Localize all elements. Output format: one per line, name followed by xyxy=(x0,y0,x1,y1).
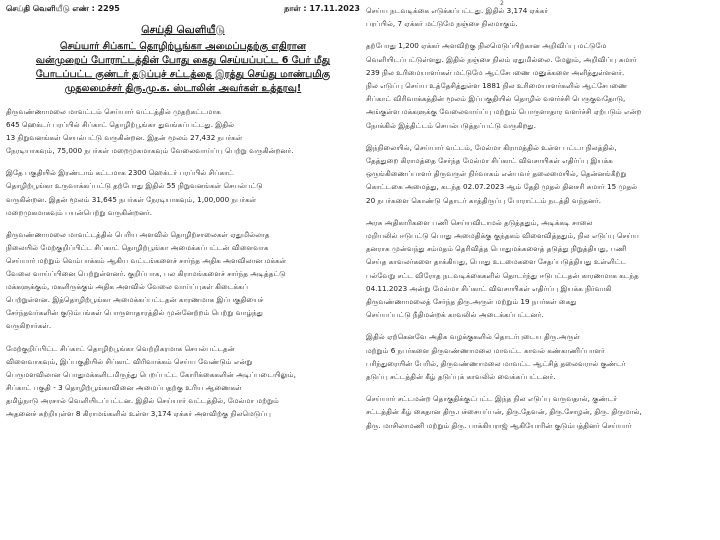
text-line: செய்யார் மற்றும் வெம்பாக்கம் ஆகிய வட்டங்களைச் சார்ந்த அதிக அளவிலான மக்கள் xyxy=(6,255,287,265)
text-line: நிலையில் மேற்குறிப்பிட்ட சிப்காட் தொழிற்பூங்கா அமைக்கப்பட்டன் விளைவாக xyxy=(6,242,269,252)
headline-line: வன்முறைப் போராட்டத்தின் போது கைது செய்யப்பட்ட 6 பேர் மீது xyxy=(35,55,331,66)
text-line: அங்குள்ள மக்களுக்கு வேலைவாய்ப்பு மற்றும் பொருளாதார வளர்ச்சி ஏற்படும் என்ற xyxy=(366,107,642,117)
text-line: மறியலில் ஈடுபட்டு பொது அமைதிக்கு குந்தகம் விளைவித்ததும், நில எடுப்பு செய்ய xyxy=(366,231,639,241)
text-line: 239 நில உரிமையாளர்கள் மட்டுமே ஆட்சேபணை மனுக்களை அளித்துள்ளனர். xyxy=(366,67,625,77)
headline-line: போடப்பட்ட குண்டர் தடுப்புச் சட்டத்தை இரத்து செய்து மாண்புமிகு xyxy=(35,69,331,80)
headline-line: செய்யார் சிப்காட் தொழிற்பூங்கா அமைப்பதற்கு எதிரான xyxy=(59,41,307,52)
paragraph-9 xyxy=(366,330,716,383)
headline-line: முதலமைச்சர் திரு.மு.க. ஸ்டாலின் அவர்கள் உத்தரவு! xyxy=(64,83,302,94)
text-line: மற்றும் 6 நபர்களை திருவண்ணாமலை மாவட்ட காவல் கண்காணிப்பாளர் xyxy=(366,345,605,355)
text-line: வருகின்றன. இதன் மூலம் 31,645 நபர்கள் நேரடியாகவும், 1,00,000 நபர்கள் xyxy=(6,194,257,204)
headline xyxy=(6,40,360,96)
text-line: அதனைச் சுற்றியுள்ள 8 கிராமங்களில் உள்ள 3,174 ஏக்கர் அளவிற்கு நிலமெடுப்பு xyxy=(6,408,272,418)
text-line: பெருமளவிலான பொதுமக்களிடமிருந்து பெறப்பட்ட கோரிக்கைகளின் அடிப்படையிலும், xyxy=(6,369,296,379)
text-line: திருவண்ணாமலைத் சேர்ந்த திரு.அருள் மற்றும் 19 நபர்கள் கைது xyxy=(366,297,577,307)
paragraph-7 xyxy=(366,141,716,207)
text-line: நேரடியாகவும், 75,000 நபர்கள் மறைமுகமாகவும் வேலைவாய்ப்பு பெற்று வருகின்றனர். xyxy=(6,146,294,156)
text-line: மேற்குறிப்பிட்ட சிப்காட் தொழிற்பூங்கா வெற்றிகரமாக செயல்பட்டதன் xyxy=(6,343,235,353)
text-line: தற்போது 1,200 ஏக்கர் அளவிற்கு நிலமெடுப்பிற்கான அறிவிப்பு மட்டுமே xyxy=(366,41,607,51)
paragraph-2 xyxy=(6,166,360,218)
page-number: 2 xyxy=(500,0,504,7)
text-line: ஒருங்கிணைப்பாளர் திருவருள் நிர்வாகம் என்பவர் தலைமையில், தென்னங்கீற்று xyxy=(366,169,627,179)
paragraph-4 xyxy=(6,342,360,421)
text-line: செய்ய நடவடிக்கை எடுக்கப்பட்டது. இதில் 3,174 ஏக்கர் xyxy=(366,6,549,15)
text-line: சிப்காட் விரிவாக்கத்தின் மூலம் இப்பகுதியில் தொழில் வளர்ச்சி பெருகுவதோடு, xyxy=(366,94,626,104)
text-line: 20 நபர்களை கொண்டு தொடர் காத்திருப்பு போராட்டம் நடத்தி வந்தனர். xyxy=(366,195,602,205)
text-line: மக்களுக்கும், மகளிருக்கும் அதிக அளவில் வேலை வாய்ப்புகள் கிடைக்கப் xyxy=(6,282,249,292)
text-line: 04.11.2023 அன்று மேல்மா சிப்காட் விவசாயிகள் எதிர்ப்பு இயக்க நிர்வாகி xyxy=(366,283,612,293)
text-line: வேலை வாய்ப்பினை பெற்றுள்ளனர். குறிப்பாக, பல கிராமங்களைச் சார்ந்த அடித்தட்டு xyxy=(6,269,286,279)
text-line: தமிழ்நாடு அரசால் வெளியிடப்பட்டன. இதில் செய்யார் வட்டத்தில், மேல்மா மற்றும் xyxy=(6,395,279,405)
text-line: தடுப்பு சட்டத்தின் கீழ் தடுப்புக் காவலில் வைக்கப்பட்டனர். xyxy=(366,372,556,382)
right-column xyxy=(366,0,716,432)
press-release-date: நாள் : 17.11.2023 xyxy=(284,4,360,13)
text-line: இதில் ஏற்கெனவே அதிக வழக்குகளில் தொடர்புடைய திரு.அருள் xyxy=(366,332,580,342)
paragraph-1 xyxy=(6,105,360,157)
text-line: சட்டத்தின் கீழ் கைதான திரு.பச்சையப்பன், திரு.தேவன், திரு.சோழன், திரு. திருமால், xyxy=(366,407,642,417)
document-header xyxy=(6,4,360,16)
document-title: செய்தி வெளியீடு xyxy=(141,24,225,36)
text-line: மறைமுகமாகவும் பயன்பெற்று வருகின்றனர். xyxy=(6,207,153,217)
text-line: அரசு அதிகாரிகளை பணி செய்யவிடாமல் தடுத்ததும், அடிக்கடி சாலை xyxy=(366,217,593,227)
text-line: இந்நிலையில், செய்யார் வட்டம், மேல்மா கிராமத்தில் உள்ள பட்டா நிலத்தில், xyxy=(366,142,617,152)
text-line: நில எடுப்பு செய்ய உத்தேசித்துள்ள 1881 நில உரிமையாளர்களில் ஆட்சேபணை xyxy=(366,81,628,91)
press-release-number: செய்தி வெளியீடு எண் : 2295 xyxy=(6,4,120,13)
text-line: பரப்பில், 7 ஏக்கர் மட்டுமே நஞ்சை நிலமாகும். xyxy=(366,19,518,29)
text-line: நோக்கில் இத்திட்டம் செயல்படுத்தப்பட்டு வருகிறது. xyxy=(366,120,537,130)
text-line: சிப்காட் பகுதி - 3 தொழிற்பூங்காவினை அமைப்பதற்கு உரிய ஆணைகள் xyxy=(6,382,242,392)
text-line: பல்வேறு சட்ட விரோத நடவடிக்கைகளில் தொடர்ந்து ஈடுபட்டதன் காரணமாக கடந்த xyxy=(366,270,639,280)
text-line: 645 ஹெக்டர் பரப்பில் சிப்காட் தொழிற்பூங்கா துவங்கப்பட்டது. இதில் xyxy=(6,120,235,130)
paragraph-6 xyxy=(366,39,716,131)
paragraph-3 xyxy=(6,228,360,333)
text-line: பரிந்துரையின் பேரில், திருவண்ணாமலை மாவட்ட ஆட்சித் தலைவரால் குண்டர் xyxy=(366,358,626,368)
text-line: செய்யார் சட்டமன்ற தொகுதிக்குட்பட்ட இந்த நில எடுப்பு வருவதால், குண்டர் xyxy=(366,394,618,404)
text-line: செய்த காவலர்களை தாக்கியது, பொது உடமைகளை சேதப்படுத்தியது உள்ளிட்ட xyxy=(366,257,627,267)
text-line: சேர்ந்தவர்களின் குடும்பங்கள் பொருளாதாரத்தில் முன்னேற்றம் பெற்று வாழ்ந்து xyxy=(6,308,263,318)
text-line: 13 நிறுவனங்கள் செயல்பட்டு வருகின்றன. இதன் மூலம் 27,432 நபர்கள் xyxy=(6,133,243,143)
text-line: பெற்றுள்ளன. இத்தொழிற்பூங்கா அமைக்கப்பட்டதன் காரணமாக இப்பகுதியைச் xyxy=(6,295,264,305)
paragraph-8 xyxy=(366,216,716,322)
text-line: செய்யப்பட்டு நீதிமன்றக் காவலில் அடைக்கப்பட்டனர். xyxy=(366,310,544,320)
text-line: திருவண்ணாமலை மாவட்டத்தில் பெரிய அளவில் தொழிற்சாலைகள் ஏதுமில்லாத xyxy=(6,229,270,239)
text-line: கொட்டகை அமைத்து, கடந்த 02.07.2023 ஆம் தேதி முதல் தினசரி சுமார் 15 முதல் xyxy=(366,182,638,192)
text-line: திருவண்ணாமலை மாவட்டம் செய்யார் வட்டத்தில் முதற்கட்டமாக xyxy=(6,107,221,116)
text-line: வெளியிடப்பட்டுள்ளது. இதில் நஞ்சை நிலம் ஏதுமில்லை. மேலும், அறிவிப்பு சுமார் xyxy=(366,54,637,64)
text-line: தொழிற்பூங்கா உருவாக்கப்பட்டு தற்போது இதில் 55 நிறுவனங்கள் செயல்பட்டு xyxy=(6,181,263,191)
paragraph-5 xyxy=(366,4,716,30)
left-column xyxy=(6,4,360,420)
text-line: விளைவாகவும், இப்பகுதியில் சிப்காட் விரிவாக்கம் செய்ய வேண்டும் என்று xyxy=(6,356,253,366)
text-line: வருகிறார்கள். xyxy=(6,321,52,331)
text-line: தேத்துறை கிராமத்தை சேர்ந்த மேல்மா சிப்காட் விவசாயிகள் எதிர்ப்பு இயக்க xyxy=(366,156,613,166)
text-line: தனராக முன்வந்து சம்மதம் தெரிவித்த பொதுமக்களைத் தடுத்து நிறுத்தியது, பணி xyxy=(366,244,627,254)
text-line: இதே பகுதியில் இரண்டாம் கட்டமாக 2300 ஹெக்டர் பரப்பில் சிப்காட் xyxy=(6,168,234,178)
text-line: திரு. மாசிலாமணி மற்றும் திரு. பாக்கியராஜ் ஆகியோரின் குடும்பத்தினர் செய்யார் xyxy=(366,420,632,430)
paragraph-10 xyxy=(366,392,716,432)
